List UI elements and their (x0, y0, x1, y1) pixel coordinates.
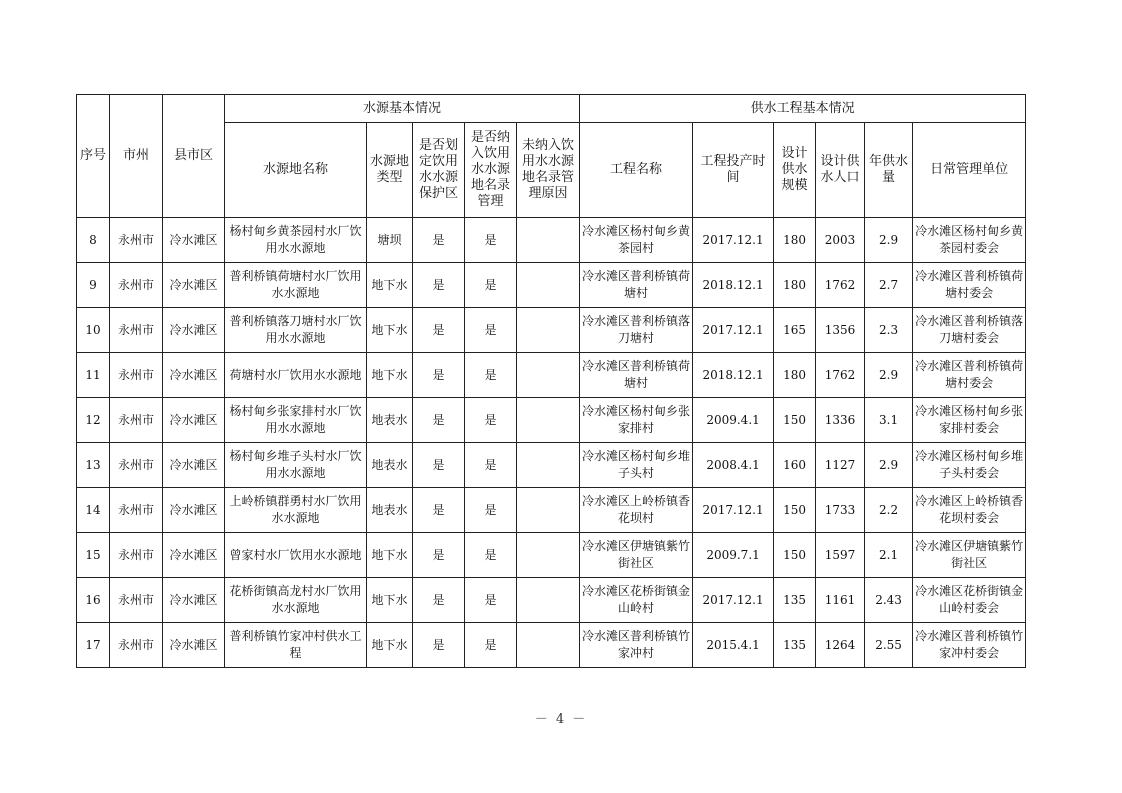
header-start-time: 工程投产时间 (693, 123, 774, 218)
cell-protected: 是 (413, 218, 465, 263)
cell-project-name: 冷水滩区杨村甸乡堆子头村 (580, 443, 693, 488)
cell-not-listed-reason (517, 623, 580, 668)
cell-project-name: 冷水滩区普利桥镇荷塘村 (580, 263, 693, 308)
cell-city: 永州市 (110, 263, 163, 308)
cell-listed: 是 (465, 488, 517, 533)
cell-annual-supply: 2.9 (865, 218, 913, 263)
table-row (77, 398, 1026, 443)
cell-protected: 是 (413, 308, 465, 353)
cell-seq: 17 (77, 623, 110, 668)
cell-annual-supply: 2.3 (865, 308, 913, 353)
cell-source-type: 地下水 (367, 263, 413, 308)
cell-listed: 是 (465, 533, 517, 578)
cell-listed: 是 (465, 443, 517, 488)
cell-design-pop: 2003 (816, 218, 865, 263)
cell-seq: 8 (77, 218, 110, 263)
cell-start-time: 2009.4.1 (693, 398, 774, 443)
cell-start-time: 2009.7.1 (693, 533, 774, 578)
cell-city: 永州市 (110, 218, 163, 263)
header-group-supply: 供水工程基本情况 (580, 95, 1026, 123)
cell-annual-supply: 2.55 (865, 623, 913, 668)
cell-start-time: 2018.12.1 (693, 353, 774, 398)
header-seq: 序号 (77, 95, 110, 218)
cell-project-name: 冷水滩区上岭桥镇香花坝村 (580, 488, 693, 533)
header-not-listed-reason: 未纳入饮用水水源地名录管理原因 (517, 123, 580, 218)
cell-design-pop: 1127 (816, 443, 865, 488)
table-row (77, 443, 1026, 488)
cell-listed: 是 (465, 218, 517, 263)
table-row (77, 488, 1026, 533)
header-manager: 日常管理单位 (913, 123, 1026, 218)
cell-city: 永州市 (110, 308, 163, 353)
cell-annual-supply: 2.1 (865, 533, 913, 578)
header-project-name: 工程名称 (580, 123, 693, 218)
cell-listed: 是 (465, 398, 517, 443)
cell-design-scale: 150 (774, 398, 816, 443)
cell-source-type: 塘坝 (367, 218, 413, 263)
cell-county: 冷水滩区 (163, 578, 225, 623)
cell-design-pop: 1264 (816, 623, 865, 668)
table-body (77, 218, 1026, 668)
cell-seq: 16 (77, 578, 110, 623)
cell-start-time: 2017.12.1 (693, 308, 774, 353)
header-group-source: 水源基本情况 (225, 95, 580, 123)
cell-source-name: 荷塘村水厂饮用水水源地 (225, 353, 367, 398)
cell-source-name: 杨村甸乡黄茶园村水厂饮用水水源地 (225, 218, 367, 263)
cell-listed: 是 (465, 353, 517, 398)
cell-not-listed-reason (517, 488, 580, 533)
page-number: － 4 － (534, 712, 588, 727)
cell-not-listed-reason (517, 308, 580, 353)
cell-design-scale: 180 (774, 218, 816, 263)
cell-source-name: 曾家村水厂饮用水水源地 (225, 533, 367, 578)
cell-design-scale: 135 (774, 578, 816, 623)
cell-county: 冷水滩区 (163, 488, 225, 533)
cell-listed: 是 (465, 623, 517, 668)
cell-design-scale: 180 (774, 263, 816, 308)
cell-protected: 是 (413, 623, 465, 668)
cell-seq: 12 (77, 398, 110, 443)
cell-manager: 冷水滩区普利桥镇落刀塘村委会 (913, 308, 1026, 353)
cell-manager: 冷水滩区杨村甸乡张家排村委会 (913, 398, 1026, 443)
cell-not-listed-reason (517, 218, 580, 263)
cell-county: 冷水滩区 (163, 353, 225, 398)
cell-manager: 冷水滩区杨村甸乡堆子头村委会 (913, 443, 1026, 488)
cell-source-name: 花桥街镇高龙村水厂饮用水水源地 (225, 578, 367, 623)
cell-start-time: 2018.12.1 (693, 263, 774, 308)
cell-project-name: 冷水滩区杨村甸乡黄茶园村 (580, 218, 693, 263)
cell-not-listed-reason (517, 443, 580, 488)
cell-manager: 冷水滩区伊塘镇紫竹街社区 (913, 533, 1026, 578)
cell-design-pop: 1733 (816, 488, 865, 533)
cell-city: 永州市 (110, 353, 163, 398)
cell-design-scale: 160 (774, 443, 816, 488)
cell-protected: 是 (413, 533, 465, 578)
cell-county: 冷水滩区 (163, 623, 225, 668)
cell-design-pop: 1336 (816, 398, 865, 443)
cell-project-name: 冷水滩区伊塘镇紫竹街社区 (580, 533, 693, 578)
cell-listed: 是 (465, 308, 517, 353)
cell-city: 永州市 (110, 443, 163, 488)
cell-not-listed-reason (517, 398, 580, 443)
cell-source-type: 地表水 (367, 443, 413, 488)
cell-county: 冷水滩区 (163, 218, 225, 263)
cell-protected: 是 (413, 263, 465, 308)
cell-city: 永州市 (110, 398, 163, 443)
cell-city: 永州市 (110, 533, 163, 578)
cell-protected: 是 (413, 488, 465, 533)
cell-city: 永州市 (110, 488, 163, 533)
cell-design-scale: 180 (774, 353, 816, 398)
header-listed: 是否纳入饮用水水源地名录管理 (465, 123, 517, 218)
cell-design-pop: 1356 (816, 308, 865, 353)
cell-design-scale: 150 (774, 533, 816, 578)
cell-start-time: 2015.4.1 (693, 623, 774, 668)
cell-county: 冷水滩区 (163, 398, 225, 443)
table-row (77, 218, 1026, 263)
cell-county: 冷水滩区 (163, 263, 225, 308)
cell-source-name: 普利桥镇竹家冲村供水工程 (225, 623, 367, 668)
table-row (77, 578, 1026, 623)
cell-design-pop: 1161 (816, 578, 865, 623)
table-row (77, 533, 1026, 578)
cell-source-name: 上岭桥镇群勇村水厂饮用水水源地 (225, 488, 367, 533)
cell-not-listed-reason (517, 533, 580, 578)
cell-project-name: 冷水滩区花桥街镇金山岭村 (580, 578, 693, 623)
cell-project-name: 冷水滩区普利桥镇竹家冲村 (580, 623, 693, 668)
cell-project-name: 冷水滩区普利桥镇荷塘村 (580, 353, 693, 398)
cell-source-type: 地下水 (367, 578, 413, 623)
cell-seq: 15 (77, 533, 110, 578)
cell-start-time: 2017.12.1 (693, 578, 774, 623)
cell-manager: 冷水滩区杨村甸乡黄茶园村委会 (913, 218, 1026, 263)
cell-listed: 是 (465, 578, 517, 623)
cell-city: 永州市 (110, 623, 163, 668)
cell-design-scale: 135 (774, 623, 816, 668)
cell-protected: 是 (413, 578, 465, 623)
header-design-scale: 设计供水规模 (774, 123, 816, 218)
cell-manager: 冷水滩区花桥街镇金山岭村委会 (913, 578, 1026, 623)
cell-design-scale: 165 (774, 308, 816, 353)
cell-source-name: 普利桥镇荷塘村水厂饮用水水源地 (225, 263, 367, 308)
cell-project-name: 冷水滩区普利桥镇落刀塘村 (580, 308, 693, 353)
header-annual-supply: 年供水量 (865, 123, 913, 218)
cell-start-time: 2017.12.1 (693, 218, 774, 263)
cell-not-listed-reason (517, 353, 580, 398)
cell-source-name: 杨村甸乡堆子头村水厂饮用水水源地 (225, 443, 367, 488)
header-design-pop: 设计供水人口 (816, 123, 865, 218)
table-row (77, 308, 1026, 353)
cell-annual-supply: 2.7 (865, 263, 913, 308)
cell-annual-supply: 2.9 (865, 353, 913, 398)
cell-county: 冷水滩区 (163, 443, 225, 488)
header-protected: 是否划定饮用水水源保护区 (413, 123, 465, 218)
cell-protected: 是 (413, 398, 465, 443)
cell-start-time: 2008.4.1 (693, 443, 774, 488)
cell-design-scale: 150 (774, 488, 816, 533)
cell-design-pop: 1762 (816, 353, 865, 398)
cell-source-name: 普利桥镇落刀塘村水厂饮用水水源地 (225, 308, 367, 353)
cell-not-listed-reason (517, 263, 580, 308)
cell-not-listed-reason (517, 578, 580, 623)
cell-county: 冷水滩区 (163, 533, 225, 578)
cell-annual-supply: 2.9 (865, 443, 913, 488)
cell-annual-supply: 2.43 (865, 578, 913, 623)
water-source-table (76, 94, 1026, 668)
cell-source-type: 地下水 (367, 533, 413, 578)
cell-protected: 是 (413, 443, 465, 488)
table-row (77, 263, 1026, 308)
cell-city: 永州市 (110, 578, 163, 623)
cell-source-type: 地下水 (367, 623, 413, 668)
cell-source-type: 地表水 (367, 398, 413, 443)
cell-annual-supply: 3.1 (865, 398, 913, 443)
cell-county: 冷水滩区 (163, 308, 225, 353)
cell-source-type: 地下水 (367, 308, 413, 353)
cell-manager: 冷水滩区普利桥镇荷塘村委会 (913, 353, 1026, 398)
cell-seq: 14 (77, 488, 110, 533)
table-row (77, 623, 1026, 668)
table-row (77, 353, 1026, 398)
cell-manager: 冷水滩区普利桥镇荷塘村委会 (913, 263, 1026, 308)
cell-project-name: 冷水滩区杨村甸乡张家排村 (580, 398, 693, 443)
header-county: 县市区 (163, 95, 225, 218)
cell-seq: 9 (77, 263, 110, 308)
cell-source-type: 地下水 (367, 353, 413, 398)
cell-design-pop: 1597 (816, 533, 865, 578)
header-city: 市州 (110, 95, 163, 218)
cell-source-type: 地表水 (367, 488, 413, 533)
cell-annual-supply: 2.2 (865, 488, 913, 533)
cell-manager: 冷水滩区上岭桥镇香花坝村委会 (913, 488, 1026, 533)
cell-seq: 11 (77, 353, 110, 398)
cell-start-time: 2017.12.1 (693, 488, 774, 533)
cell-protected: 是 (413, 353, 465, 398)
cell-source-name: 杨村甸乡张家排村水厂饮用水水源地 (225, 398, 367, 443)
cell-seq: 10 (77, 308, 110, 353)
header-source-name: 水源地名称 (225, 123, 367, 218)
header-source-type: 水源地类型 (367, 123, 413, 218)
cell-manager: 冷水滩区普利桥镇竹家冲村委会 (913, 623, 1026, 668)
cell-design-pop: 1762 (816, 263, 865, 308)
cell-listed: 是 (465, 263, 517, 308)
cell-seq: 13 (77, 443, 110, 488)
